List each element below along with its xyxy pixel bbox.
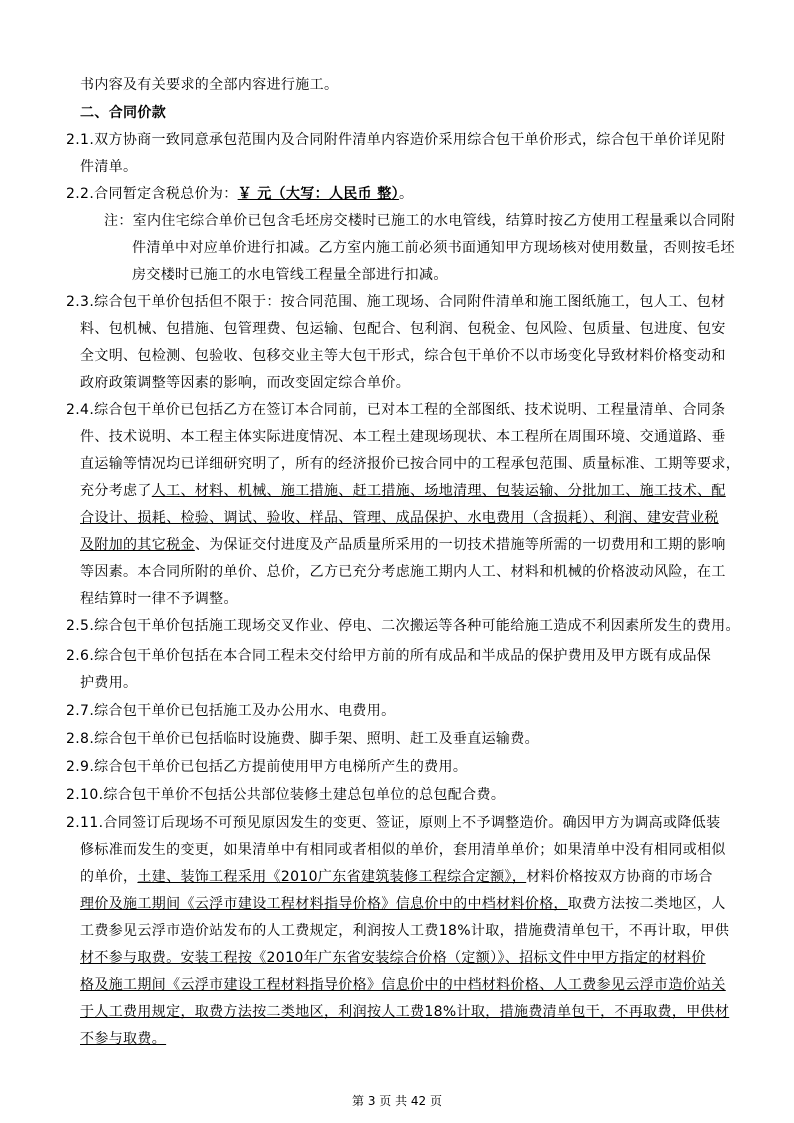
- clause-2-6: 2.6.综合包干单价包括在本合同工程未交付给甲方前的所有成品和半成品的保护费用及甲方既有成品保: [66, 648, 712, 664]
- clause-2-2-end: 。: [398, 186, 414, 202]
- underlined-text: 安装工程按《2010年广东省安装综合价格（定额）》、招标文件中甲方指定的材料价: [180, 950, 706, 966]
- clause-2-11-cont: 修标准而发生的变更，如果清单中有相同或者相似的单价，套用清单单价；如果清单中没有相同或相似: [80, 842, 726, 858]
- clause-2-4-cont: 直运输等情况均已详细研究明了，所有的经济报价已按合同中的工程承包范围、质量标准、工期等要求，: [80, 456, 741, 472]
- text-run: 取费方法按二类地区，人: [567, 896, 726, 912]
- clause-2-3: 2.3.综合包干单价包括但不限于：按合同范围、施工现场、合同附件清单和施工图纸施工，包人工、包材: [66, 294, 726, 310]
- underlined-text: 材不参与取费。: [80, 950, 181, 966]
- note-line: 件清单中对应单价进行扣减。乙方室内施工前必须书面通知甲方现场核对使用数量，否则按毛坯: [132, 240, 735, 256]
- clause-2-8: 2.8.综合包干单价已包括临时设施费、脚手架、照明、赶工及垂直运输费。: [66, 731, 539, 747]
- underlined-text: 于人工费用规定，取费方法按二类地区，利润按人工费18%计取，措施费清单包干，不再取费，甲供材: [80, 1004, 730, 1020]
- clause-2-11: 2.11.合同签订后现场不可预见原因发生的变更、签证，原则上不予调整造价。确因甲方为调高或降低装: [66, 815, 721, 831]
- note-line: 注：室内住宅综合单价已包含毛坯房交楼时已施工的水电管线，结算时按乙方使用工程量乘以合同附: [104, 213, 736, 229]
- clause-2-3-cont: 政府政策调整等因素的影响，而改变固定综合单价。: [80, 375, 411, 391]
- clause-2-5: 2.5.综合包干单价包括施工现场交叉作业、停电、二次搬运等各种可能给施工造成不利因素所发生的费用。: [66, 618, 740, 634]
- underlined-text: 及附加的其它税金: [80, 537, 195, 553]
- text-run: 的单价，: [80, 869, 138, 885]
- note-line: 房交楼时已施工的水电管线工程量全部进行扣减。: [132, 267, 448, 283]
- clause-2-4-cont: 等因素。本合同所附的单价、总价，乙方已充分考虑施工期内人工、材料和机械的价格波动风险，在工: [80, 564, 726, 580]
- clause-2-11-cont: [80, 864, 713, 891]
- page-footer: 第 3 页 共 42 页: [352, 1094, 442, 1108]
- clause-2-11-cont: 工费参见云浮市造价站发布的人工费规定，利润按人工费18%计取，措施费清单包干，不再计取，甲供: [80, 923, 730, 939]
- clause-2-4: 2.4.综合包干单价已包括乙方在签订本合同前，已对本工程的全部图纸、技术说明、工程量清单、合同条: [66, 402, 726, 418]
- clause-2-2-text: 2.2.合同暂定含税总价为：: [66, 186, 238, 202]
- text-run: 、为保证交付进度及产品质量所采用的一切技术措施等所需的一切费用和工期的影响: [194, 537, 726, 553]
- clause-2-4-cont: [80, 478, 726, 505]
- underlined-text: 人工、材料、机械、施工措施、赶工措施、场地清理、包装运输、分批加工、施工技术、配: [151, 483, 726, 499]
- text-run: 充分考虑了: [80, 483, 152, 499]
- underlined-text: 土建、装饰工程采用《2010广东省建筑装修工程综合定额》，: [137, 869, 527, 885]
- underlined-text: 格及施工期间《云浮市建设工程材料指导价格》信息价中的中档材料价格、人工费参见云浮市造价站关: [80, 977, 726, 993]
- section-heading: 二、合同价款: [80, 105, 167, 121]
- text-run: 材料价格按双方协商的市场合: [526, 869, 713, 885]
- clause-2-9: 2.9.综合包干单价已包括乙方提前使用甲方电梯所产生的费用。: [66, 759, 468, 775]
- clause-2-10: 2.10.综合包干单价不包括公共部位装修土建总包单位的总包配合费。: [66, 787, 506, 803]
- underlined-text: 理价及施工期间《云浮市建设工程材料指导价格》信息价中的中档材料价格，: [80, 896, 568, 912]
- clause-2-4-cont: 件、技术说明、本工程主体实际进度情况、本工程土建现场现状、本工程所在周围环境、交通道路、垂: [80, 429, 726, 445]
- clause-2-4-cont: [80, 532, 726, 559]
- contract-amount: ￥ 元（大写：人民币 整）: [237, 186, 399, 202]
- underlined-text: 合设计、损耗、检验、调试、验收、样品、管理、成品保护、水电费用（含损耗）、利润、建安营业税: [80, 510, 719, 526]
- clause-2-1-cont: 件清单。: [80, 159, 138, 175]
- clause-2-3-cont: 料、包机械、包措施、包管理费、包运输、包配合、包利润、包税金、包风险、包质量、包进度、包安: [80, 321, 726, 337]
- clause-2-3-cont: 全文明、包检测、包验收、包移交业主等大包干形式，综合包干单价不以市场变化导致材料价格变动和: [80, 348, 726, 364]
- paragraph-line: 书内容及有关要求的全部内容进行施工。: [80, 77, 339, 93]
- clause-2-4-cont: 程结算时一律不予调整。: [80, 591, 238, 607]
- clause-2-11-cont: [80, 891, 726, 918]
- clause-2-11-cont: [80, 945, 706, 972]
- clause-2-2: [66, 181, 413, 208]
- clause-2-1: 2.1.双方协商一致同意承包范围内及合同附件清单内容造价采用综合包干单价形式，综合包干单价详见附: [66, 132, 726, 148]
- clause-2-7: 2.7.综合包干单价已包括施工及办公用水、电费用。: [66, 703, 396, 719]
- clause-2-6-cont: 护费用。: [80, 675, 138, 691]
- underlined-text: 不参与取费。: [80, 1031, 167, 1047]
